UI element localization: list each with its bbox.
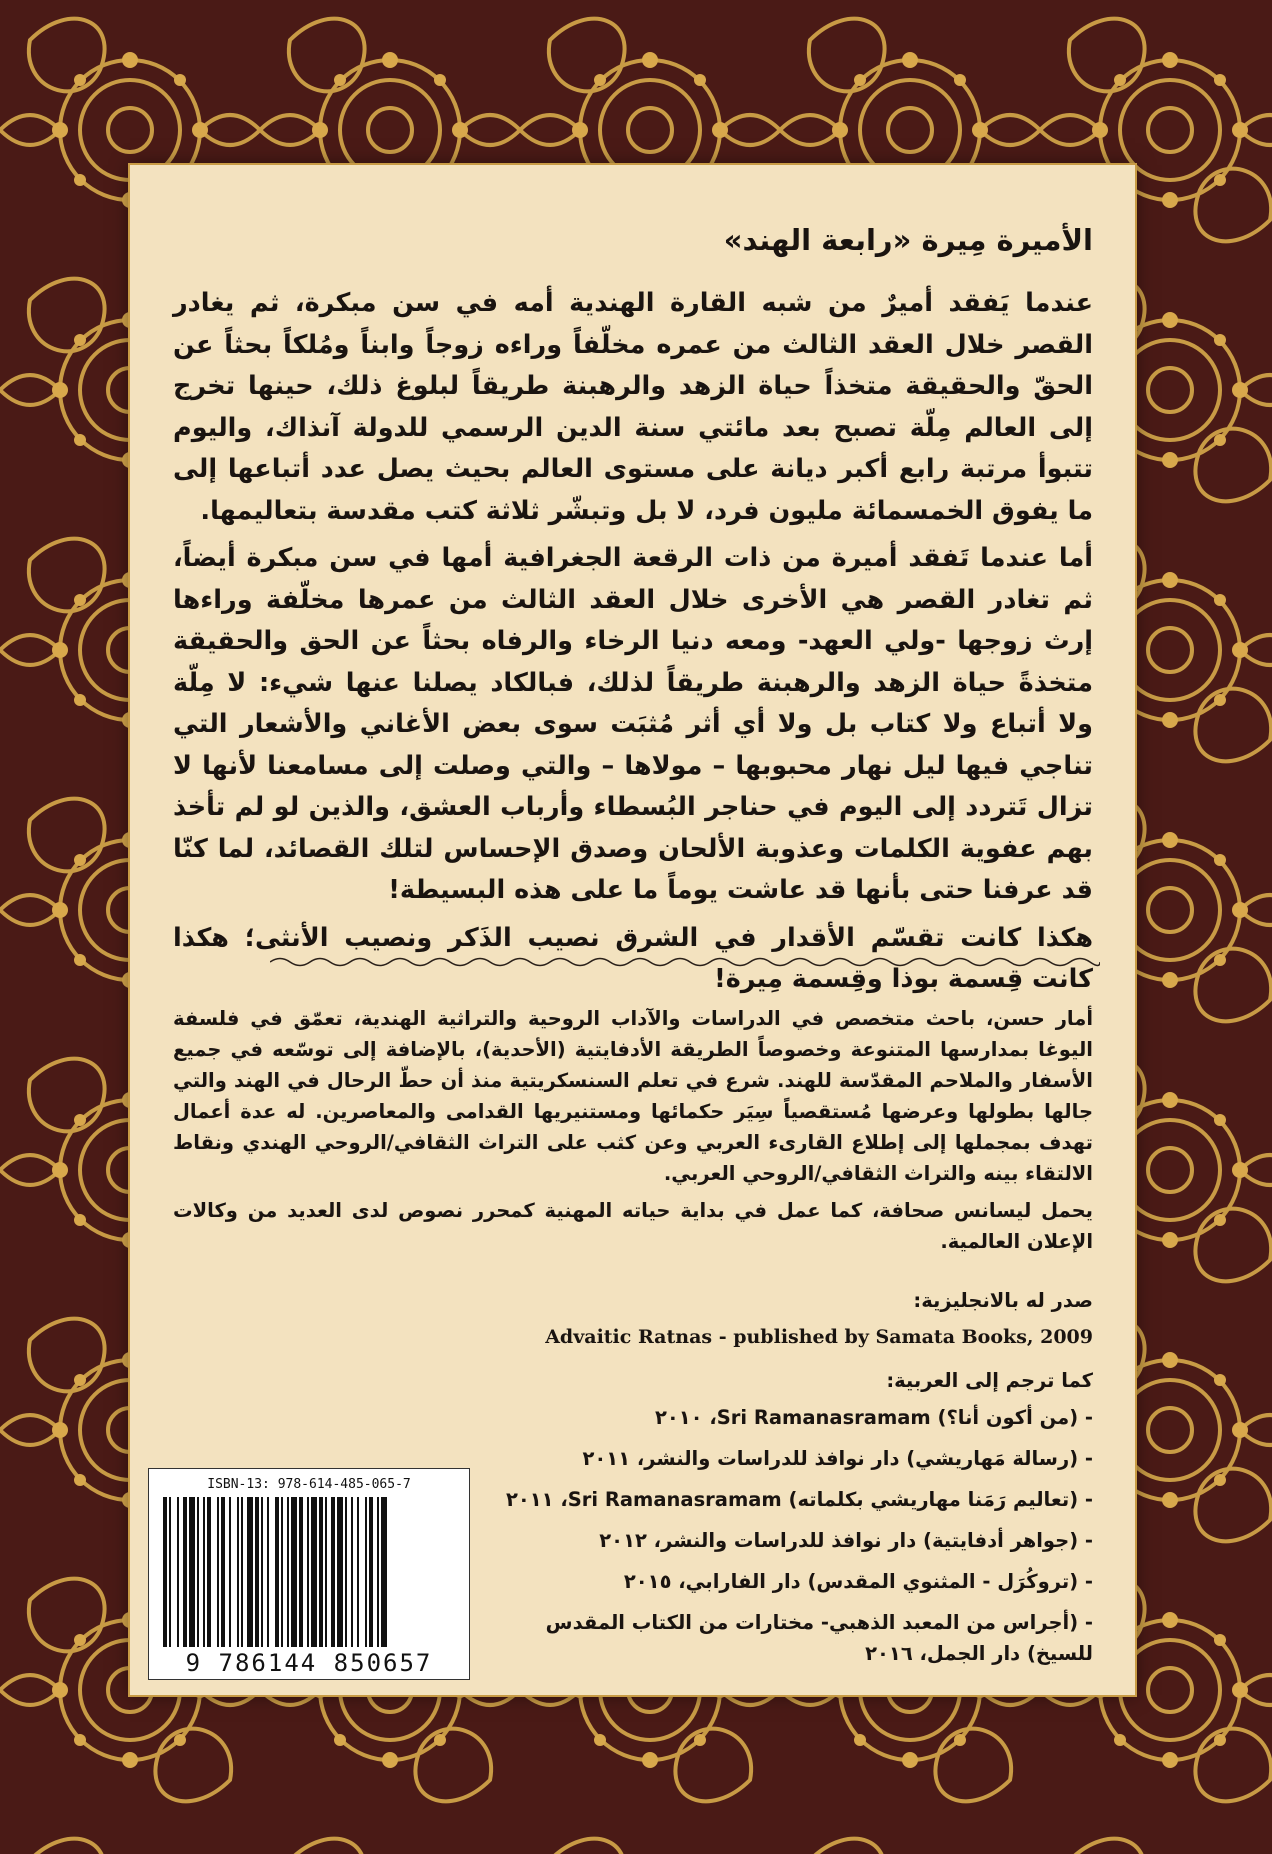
author-bio: [173, 1003, 1093, 1263]
bio-paragraph: يحمل ليسانس صحافة، كما عمل في بداية حياته المهنية كمحرر نصوص لدى العديد من وكالات الإعلان العالمية.: [173, 1199, 1093, 1253]
publications-list: [493, 1285, 1093, 1679]
synopsis-paragraph: أما عندما تَفقد أميرة من ذات الرقعة الجغرافية أمها في سن مبكرة أيضاً، ثم تغادر القصر هي الأخرى خلال العقد الثالث من عمرها مخلّفة وراءها إرث زوجها -ولي العهد- ومعه دنيا الرخاء والرفاه بحثاً عن الحق والحقيقة متخذةً حياة الزهد والرهبنة طريقاً لذلك، فبالكاد يصلنا عنها شيء: لا مِلّة ولا أتباع ولا كتاب بل ولا أي أثر مُثبَت سوى بعض الأغاني والأشعار التي تناجي فيها ليل نهار محبوبها – مولاها – والتي وصلت إلى مسامعنا لأنها لا تزال تَتردد إلى اليوم في حناجر البُسطاء وأرباب العشق، والذين لو لم تأخذ بهم عفوية الكلمات وعذوبة الألحان وصدق الإحساس لتلك القصائد، لما كنّا قد عرفنا حتى بأنها قد عاشت يوماً ما على هذه البسيطة!: [173, 543, 1093, 905]
list-item: - (تعاليم رَمَنا مهاريشي بكلماته) Sri Ramanasramam، ٢٠١١: [505, 1488, 1093, 1511]
arabic-translations-heading: كما ترجم إلى العربية:: [886, 1369, 1093, 1392]
english-works-heading: صدر له بالانجليزية:: [913, 1289, 1093, 1312]
synopsis-paragraph: عندما يَفقد أميرٌ من شبه القارة الهندية أمه في سن مبكرة، ثم يغادر القصر خلال العقد الثالث من عمره مخلّفاً وراءه زوجاً وابناً ومُلكاً بحثاً عن الحقّ والحقيقة متخذاً حياة الزهد والرهبنة طريقاً لبلوغ ذلك، حينها تخرج إلى العالم مِلّة تصبح بعد مائتي سنة الدين الرسمي للدولة آنذاك، واليوم تتبوأ مرتبة رابع أكبر ديانة على مستوى العالم بحيث يصل عدد أتباعها إلى ما يفوق الخمسمائة مليون فرد، لا بل وتبشّر ثلاثة كتب مقدسة بتعاليمها.: [173, 288, 1093, 526]
list-item: - (تروكُرَل - المثنوي المقدس) دار الفارابي، ٢٠١٥: [623, 1570, 1093, 1593]
barcode-bars: [159, 1497, 459, 1647]
barcode-number: 9 786144 850657: [185, 1649, 433, 1677]
ornamental-divider: [270, 955, 1100, 969]
synopsis: [173, 283, 1093, 1007]
list-item: - (أجراس من المعبد الذهبي- مختارات من الكتاب المقدس للسيخ) دار الجمل، ٢٠١٦: [545, 1611, 1093, 1665]
isbn-label: ISBN-13: 978-614-485-065-7: [207, 1477, 411, 1492]
isbn-barcode: [148, 1468, 470, 1680]
list-item: - (من أكون أنا؟) Sri Ramanasramam، ٢٠١٠: [654, 1406, 1093, 1429]
translations-list: [493, 1402, 1093, 1669]
bio-paragraph: أمار حسن، باحث متخصص في الدراسات والآداب الروحية والتراثية الهندية، تعمّق في فلسفة اليوغا بمدارسها المتنوعة وخصوصاً الطريقة الأدفايتية (الأحدية)، بالإضافة إلى توسّعه في جميع الأسفار والملاحم المقدّسة للهند. شرع في تعلم السنسكريتية منذ أن حطّ الرحال في الهند والتي جالها بطولها وعرضها مُستقصياً سِيَر حكمائها ومستنيريها القدامى والمعاصرين. له عدة أعمال تهدف بمجملها إلى إطلاع القارىء العربي وعن كثب على التراث الثقافي/الروحي الهندي ونقاط الالتقاء بينه والتراث الثقافي/الروحي العربي.: [173, 1007, 1093, 1185]
english-work-title: Advaitic Ratnas - published by Samata Books, 2009: [545, 1326, 1093, 1348]
text-panel: [130, 165, 1135, 1695]
list-item: - (رسالة مَهاريشي) دار نوافذ للدراسات والنشر، ٢٠١١: [582, 1447, 1093, 1470]
list-item: - (جواهر أدفايتية) دار نوافذ للدراسات والنشر، ٢٠١٢: [599, 1529, 1093, 1552]
book-section-title: الأميرة مِيرة «رابعة الهند»: [723, 223, 1093, 257]
synopsis-paragraph: هكذا كانت تقسّم الأقدار في الشرق نصيب الذَكر ونصيب الأنثى؛ هكذا كانت قِسمة بوذا وقِسمة مِيرة!: [173, 922, 1093, 994]
